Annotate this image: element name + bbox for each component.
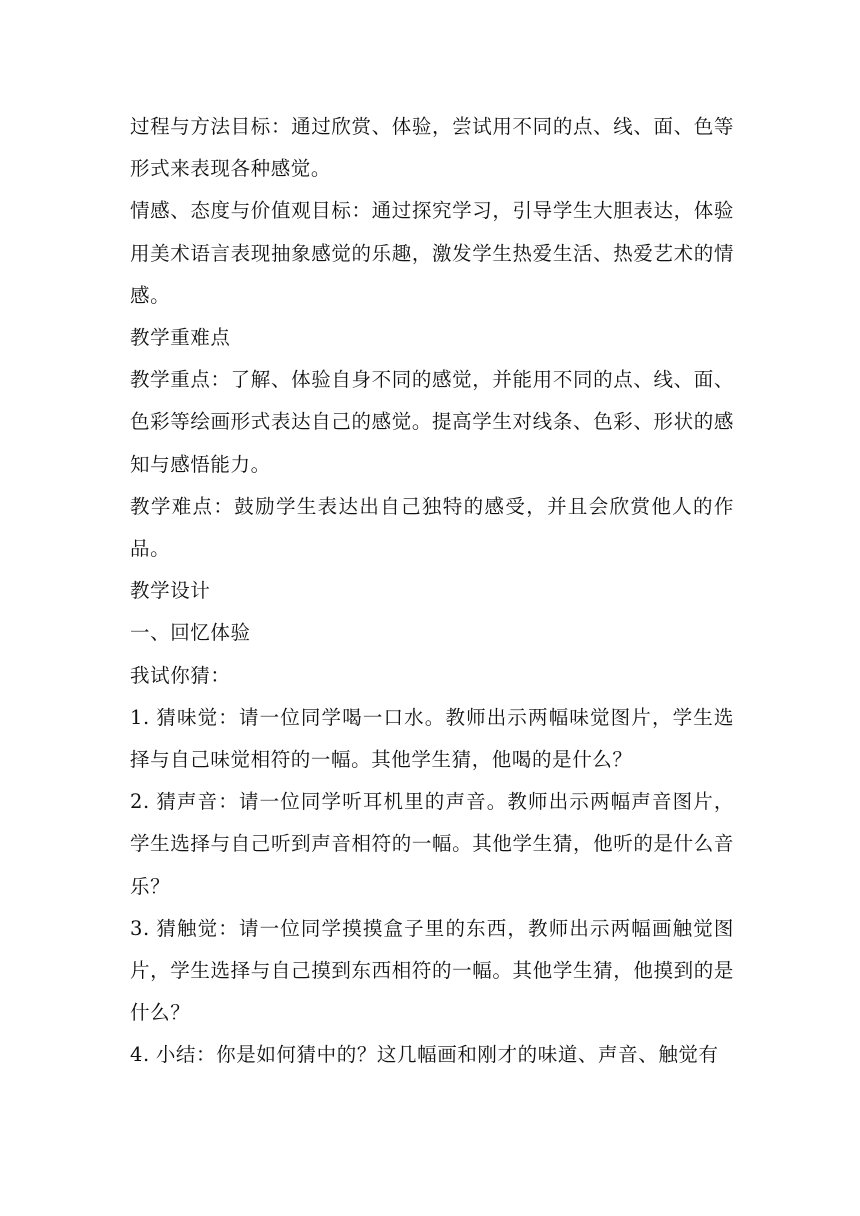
key-difficult-heading: 教学重难点 [130, 326, 231, 350]
list-item [130, 1034, 734, 1076]
list-item-number: 2. [130, 790, 150, 814]
list-item-text: 猜声音：请一位同学听耳机里的声音。教师出示两幅声音图片，学生选择与自己听到声音相符的一幅。其他学生猜，他听的是什么音乐？ [130, 790, 734, 898]
section-one-heading: 一、回忆体验 [130, 621, 251, 645]
list-item-number: 3. [130, 916, 150, 940]
list-item-text: 猜触觉：请一位同学摸摸盒子里的东西，教师出示两幅画触觉图片，学生选择与自己摸到东西相符的一幅。其他学生猜，他摸到的是什么？ [130, 916, 734, 1025]
emotion-value-goal-paragraph: 情感、态度与价值观目标：通过探究学习，引导学生大胆表达，体验用美术语言表现抽象感觉的乐趣，激发学生热爱生活、热爱艺术的情感。 [130, 199, 734, 307]
list-item-text: 小结：你是如何猜中的？这几幅画和刚才的味道、声音、触觉有 [155, 1043, 719, 1067]
key-point-paragraph: 教学重点：了解、体验自身不同的感觉，并能用不同的点、线、面、色彩等绘画形式表达自己的感觉。提高学生对线条、色彩、形状的感知与感悟能力。 [130, 368, 734, 476]
list-item [130, 781, 734, 908]
list-item-number: 1. [130, 705, 150, 729]
teaching-design-heading: 教学设计 [130, 579, 211, 603]
list-item [130, 908, 734, 1035]
guess-intro: 我试你猜： [130, 663, 231, 687]
document-page [130, 106, 734, 1077]
difficult-point-paragraph: 教学难点：鼓励学生表达出自己独特的感受，并且会欣赏他人的作品。 [130, 494, 734, 561]
list-item [130, 697, 734, 781]
list-item-text: 猜味觉：请一位同学喝一口水。教师出示两幅味觉图片，学生选择与自己味觉相符的一幅。其他学生猜，他喝的是什么？ [130, 705, 734, 772]
process-method-goal-paragraph: 过程与方法目标：通过欣赏、体验，尝试用不同的点、线、面、色等形式来表现各种感觉。 [130, 115, 734, 181]
list-item-number: 4. [130, 1043, 150, 1067]
